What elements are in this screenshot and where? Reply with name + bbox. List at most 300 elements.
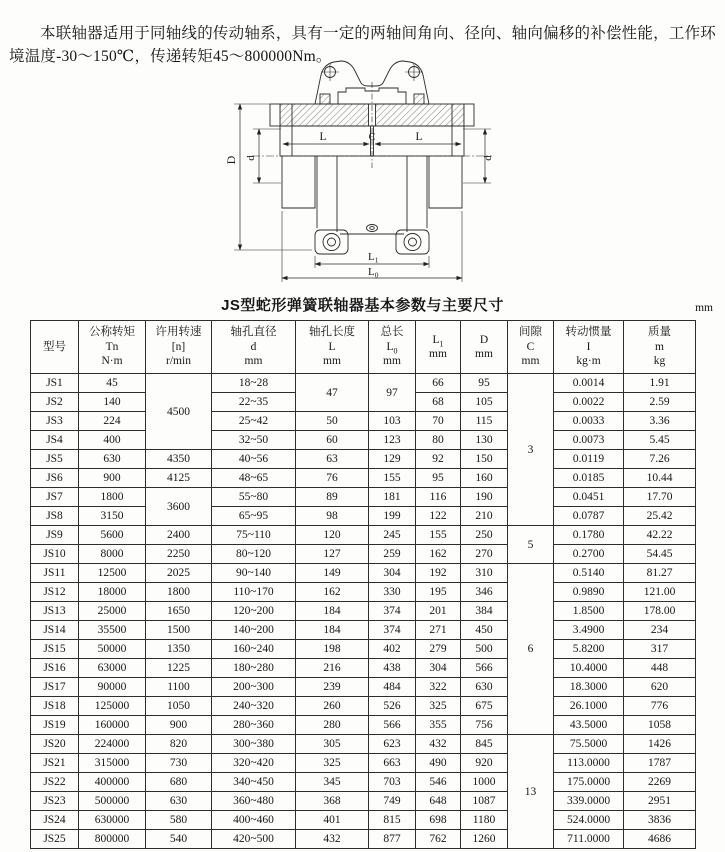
table-cell: JS7 [31, 488, 79, 507]
table-cell: 70 [416, 412, 461, 431]
table-cell: 120 [296, 526, 369, 545]
table-cell: 10.44 [624, 469, 696, 488]
table-cell: 500 [461, 640, 508, 659]
table-cell: 3 [508, 374, 554, 526]
table-cell: 121.00 [624, 583, 696, 602]
table-cell: 1800 [79, 488, 146, 507]
table-cell: 76 [296, 469, 369, 488]
table-row [31, 564, 696, 583]
table-cell: 300~380 [212, 735, 296, 754]
table-cell: 3836 [624, 811, 696, 830]
table-cell: 18~28 [212, 374, 296, 393]
table-cell: 675 [461, 697, 508, 716]
table-cell: 648 [416, 792, 461, 811]
table-row [31, 716, 696, 735]
table-cell: 0.0073 [554, 431, 624, 450]
table-cell: JS12 [31, 583, 79, 602]
table-cell: 127 [296, 545, 369, 564]
table-row [31, 469, 696, 488]
table-cell: 546 [416, 773, 461, 792]
table-row [31, 450, 696, 469]
table-cell: 2250 [146, 545, 212, 564]
table-cell: 630 [461, 678, 508, 697]
table-cell: JS23 [31, 792, 79, 811]
right-hub [429, 156, 462, 208]
table-cell: 374 [369, 602, 416, 621]
table-cell: 762 [416, 830, 461, 849]
table-cell: 66 [416, 374, 461, 393]
table-cell: 0.2700 [554, 545, 624, 564]
table-cell: 3600 [146, 488, 212, 526]
table-cell: 175.0000 [554, 773, 624, 792]
table-cell: 26.1000 [554, 697, 624, 716]
table-cell: 0.0451 [554, 488, 624, 507]
table-cell: 345 [296, 773, 369, 792]
table-cell: 130 [461, 431, 508, 450]
table-cell: 150 [461, 450, 508, 469]
table-cell: JS17 [31, 678, 79, 697]
table-cell: 13 [508, 735, 554, 849]
col-header-total-length: 总长 $L_0$ mm [369, 321, 416, 374]
table-cell: 90~140 [212, 564, 296, 583]
table-cell: 280~360 [212, 716, 296, 735]
table-cell: 129 [369, 450, 416, 469]
table-row [31, 488, 696, 507]
table-cell: 524.0000 [554, 811, 624, 830]
table-cell: 40~56 [212, 450, 296, 469]
table-cell: 820 [146, 735, 212, 754]
table-cell: 180~280 [212, 659, 296, 678]
table-row [31, 412, 696, 431]
table-cell: 6 [508, 564, 554, 735]
foot-bolt-right [404, 234, 421, 251]
table-unit-note: mm [695, 302, 713, 314]
table-cell: 400000 [79, 773, 146, 792]
table-cell: 123 [369, 431, 416, 450]
table-cell: 305 [296, 735, 369, 754]
table-cell: 2025 [146, 564, 212, 583]
table-cell: 0.0033 [554, 412, 624, 431]
table-cell: 68 [416, 393, 461, 412]
table-cell: JS14 [31, 621, 79, 640]
table-cell: 500000 [79, 792, 146, 811]
table-cell: 80~120 [212, 545, 296, 564]
table-cell: JS18 [31, 697, 79, 716]
table-cell: 540 [146, 830, 212, 849]
table-cell: 815 [369, 811, 416, 830]
table-cell: 304 [369, 564, 416, 583]
table-cell: 3150 [79, 507, 146, 526]
table-cell: 330 [369, 583, 416, 602]
bolt-nut-right [414, 94, 424, 104]
table-cell: 400~460 [212, 811, 296, 830]
table-cell: 1260 [461, 830, 508, 849]
table-cell: 1426 [624, 735, 696, 754]
table-cell: 25000 [79, 602, 146, 621]
dim-label-d-right: d [482, 155, 494, 161]
table-cell: 1500 [146, 621, 212, 640]
dim-label-d-left: d [245, 155, 257, 161]
table-cell: 432 [416, 735, 461, 754]
coupling-diagram [222, 56, 522, 284]
table-cell: 155 [369, 469, 416, 488]
table-cell: 580 [146, 811, 212, 830]
table-cell: 259 [369, 545, 416, 564]
table-cell: 103 [369, 412, 416, 431]
table-cell: JS6 [31, 469, 79, 488]
table-cell: 749 [369, 792, 416, 811]
table-cell: 7.26 [624, 450, 696, 469]
table-cell: JS8 [31, 507, 79, 526]
table-cell: 12500 [79, 564, 146, 583]
dim-label-C: C [368, 132, 376, 143]
table-cell: 201 [416, 602, 461, 621]
table-cell: JS9 [31, 526, 79, 545]
table-row [31, 678, 696, 697]
table-cell: 210 [461, 507, 508, 526]
table-cell: 125000 [79, 697, 146, 716]
table-cell: 1100 [146, 678, 212, 697]
col-header-inertia: 转动惯量 I kg·m [554, 321, 624, 374]
table-cell: 0.0022 [554, 393, 624, 412]
table-cell: 900 [79, 469, 146, 488]
table-cell: 346 [461, 583, 508, 602]
table-cell: 630 [146, 792, 212, 811]
table-cell: 42.22 [624, 526, 696, 545]
table-cell: 315000 [79, 754, 146, 773]
table-row [31, 735, 696, 754]
table-cell: 630000 [79, 811, 146, 830]
table-cell: JS1 [31, 374, 79, 393]
table-row [31, 792, 696, 811]
col-header-mass: 质量 m kg [624, 321, 696, 374]
table-cell: 32~50 [212, 431, 296, 450]
table-cell: JS15 [31, 640, 79, 659]
table-cell: 0.0119 [554, 450, 624, 469]
table-cell: 8000 [79, 545, 146, 564]
table-cell: 0.9890 [554, 583, 624, 602]
table-cell: 115 [461, 412, 508, 431]
table-cell: 620 [624, 678, 696, 697]
table-cell: 271 [416, 621, 461, 640]
table-cell: 160000 [79, 716, 146, 735]
table-cell: 18.3000 [554, 678, 624, 697]
table-cell: 1058 [624, 716, 696, 735]
table-row [31, 602, 696, 621]
table-cell: 63 [296, 450, 369, 469]
table-cell: 360~480 [212, 792, 296, 811]
table-row [31, 830, 696, 849]
dim-label-L-right: L [415, 131, 423, 143]
table-row [31, 640, 696, 659]
table-cell: 384 [461, 602, 508, 621]
dim-label-L-left: L [319, 131, 327, 143]
table-cell: JS4 [31, 431, 79, 450]
table-row [31, 773, 696, 792]
table-cell: 98 [296, 507, 369, 526]
table-cell: 450 [461, 621, 508, 640]
table-cell: 0.0787 [554, 507, 624, 526]
table-cell: JS21 [31, 754, 79, 773]
table-cell: 45 [79, 374, 146, 393]
table-cell: 55~80 [212, 488, 296, 507]
table-cell: 0.0014 [554, 374, 624, 393]
table-cell: 120~200 [212, 602, 296, 621]
table-cell: 234 [624, 621, 696, 640]
table-row [31, 507, 696, 526]
table-cell: 92 [416, 450, 461, 469]
table-cell: 81.27 [624, 564, 696, 583]
table-cell: 216 [296, 659, 369, 678]
table-cell: 920 [461, 754, 508, 773]
table-cell: 1087 [461, 792, 508, 811]
table-cell: 776 [624, 697, 696, 716]
table-cell: 1800 [146, 583, 212, 602]
table-cell: 900 [146, 716, 212, 735]
foot-bolt-left [323, 234, 340, 251]
table-cell: 224000 [79, 735, 146, 754]
table-cell: 711.0000 [554, 830, 624, 849]
table-cell: 63000 [79, 659, 146, 678]
table-cell: 140~200 [212, 621, 296, 640]
table-cell: 160 [461, 469, 508, 488]
table-cell: 845 [461, 735, 508, 754]
table-cell: 280 [296, 716, 369, 735]
table-cell: 325 [296, 754, 369, 773]
table-cell: 10.4000 [554, 659, 624, 678]
table-cell: 60 [296, 431, 369, 450]
table-cell: 2951 [624, 792, 696, 811]
table-cell: 260 [296, 697, 369, 716]
table-row [31, 811, 696, 830]
table-cell: 110~170 [212, 583, 296, 602]
table-cell: 75~110 [212, 526, 296, 545]
table-cell: 402 [369, 640, 416, 659]
table-cell: 401 [296, 811, 369, 830]
table-row [31, 526, 696, 545]
table-cell: 526 [369, 697, 416, 716]
table-cell: 484 [369, 678, 416, 697]
table-title: JS型蛇形弹簧联轴器基本参数与主要尺寸 [221, 297, 504, 314]
table-cell: JS25 [31, 830, 79, 849]
table-cell: 192 [416, 564, 461, 583]
table-cell: JS2 [31, 393, 79, 412]
col-header-l1: $L_1$ mm [416, 321, 461, 374]
table-cell: 400 [79, 431, 146, 450]
table-cell: 1180 [461, 811, 508, 830]
table-cell: 116 [416, 488, 461, 507]
table-body [31, 374, 696, 849]
table-cell: 95 [416, 469, 461, 488]
table-cell: 432 [296, 830, 369, 849]
table-cell: 1050 [146, 697, 212, 716]
table-cell: 65~95 [212, 507, 296, 526]
table-cell: 270 [461, 545, 508, 564]
table-row [31, 431, 696, 450]
table-cell: 680 [146, 773, 212, 792]
drain-plug [367, 225, 378, 232]
table-cell: JS22 [31, 773, 79, 792]
table-cell: 5.45 [624, 431, 696, 450]
table-cell: 105 [461, 393, 508, 412]
table-cell: 250 [461, 526, 508, 545]
table-cell: 340~450 [212, 773, 296, 792]
table-cell: 420~500 [212, 830, 296, 849]
col-header-torque: 公称转矩 Tn N·m [79, 321, 146, 374]
table-cell: 4500 [146, 374, 212, 450]
table-cell: 4125 [146, 469, 212, 488]
table-row [31, 754, 696, 773]
col-header-bore-length: 轴孔长度 L mm [296, 321, 369, 374]
table-cell: 18000 [79, 583, 146, 602]
table-cell: 800000 [79, 830, 146, 849]
table-cell: JS10 [31, 545, 79, 564]
table-cell: 0.5140 [554, 564, 624, 583]
table-cell: 877 [369, 830, 416, 849]
table-cell: 17.70 [624, 488, 696, 507]
table-cell: 566 [461, 659, 508, 678]
table-cell: 3.4900 [554, 621, 624, 640]
table-cell: 317 [624, 640, 696, 659]
table-cell: 4686 [624, 830, 696, 849]
table-cell: JS16 [31, 659, 79, 678]
table-cell: 75.5000 [554, 735, 624, 754]
table-cell: 162 [296, 583, 369, 602]
table-cell: 0.0185 [554, 469, 624, 488]
table-cell: 35500 [79, 621, 146, 640]
table-cell: 245 [369, 526, 416, 545]
table-cell: 48~65 [212, 469, 296, 488]
table-cell: 1.8500 [554, 602, 624, 621]
table-cell: 1787 [624, 754, 696, 773]
table-cell: 1.91 [624, 374, 696, 393]
col-header-model: 型号 [31, 321, 79, 374]
table-cell: 43.5000 [554, 716, 624, 735]
table-cell: 190 [461, 488, 508, 507]
table-cell: 279 [416, 640, 461, 659]
table-cell: 320~420 [212, 754, 296, 773]
table-cell: 5.8200 [554, 640, 624, 659]
table-cell: 178.00 [624, 602, 696, 621]
table-cell: 97 [369, 374, 416, 412]
table-cell: 3.36 [624, 412, 696, 431]
parameters-table [30, 320, 696, 849]
table-cell: 198 [296, 640, 369, 659]
dim-label-L1: $L_1$ [368, 251, 379, 265]
table-cell: 310 [461, 564, 508, 583]
table-cell: 90000 [79, 678, 146, 697]
table-cell: 374 [369, 621, 416, 640]
table-cell: 5600 [79, 526, 146, 545]
table-row [31, 621, 696, 640]
table-cell: 4350 [146, 450, 212, 469]
table-cell: JS19 [31, 716, 79, 735]
table-cell: 730 [146, 754, 212, 773]
left-hub [282, 156, 315, 208]
table-cell: 54.45 [624, 545, 696, 564]
table-cell: 355 [416, 716, 461, 735]
table-cell: JS13 [31, 602, 79, 621]
table-cell: JS11 [31, 564, 79, 583]
table-cell: 1000 [461, 773, 508, 792]
intro-paragraph: 本联轴器适用于同轴线的传动轴系，具有一定的两轴间角向、径向、轴向偏移的补偿性能，工作环境温度-30～150℃，传递转矩45～800000Nm。 [9, 24, 716, 66]
table-cell: 50 [296, 412, 369, 431]
table-cell: 448 [624, 659, 696, 678]
table-cell: 1650 [146, 602, 212, 621]
table-cell: 623 [369, 735, 416, 754]
table-row [31, 659, 696, 678]
coupling-drawing [222, 56, 522, 284]
table-cell: 181 [369, 488, 416, 507]
table-cell: 630 [79, 450, 146, 469]
table-cell: JS3 [31, 412, 79, 431]
table-cell: 368 [296, 792, 369, 811]
table-row [31, 697, 696, 716]
table-cell: JS5 [31, 450, 79, 469]
table-cell: 2400 [146, 526, 212, 545]
dim-label-D: D [224, 155, 238, 165]
table-cell: 200~300 [212, 678, 296, 697]
table-cell: 95 [461, 374, 508, 393]
table-cell: 25.42 [624, 507, 696, 526]
table-cell: 322 [416, 678, 461, 697]
bolt-nut-left [320, 94, 330, 104]
table-cell: 47 [296, 374, 369, 412]
table-cell: 184 [296, 621, 369, 640]
table-row [31, 583, 696, 602]
col-header-bore-diameter: 轴孔直径 d mm [212, 321, 296, 374]
table-cell: 122 [416, 507, 461, 526]
table-cell: 490 [416, 754, 461, 773]
table-cell: 2269 [624, 773, 696, 792]
table-cell: 325 [416, 697, 461, 716]
table-cell: 5 [508, 526, 554, 564]
col-header-gap: 间隙 C mm [508, 321, 554, 374]
table-cell: 113.0000 [554, 754, 624, 773]
col-header-outer-diameter: D mm [461, 321, 508, 374]
table-cell: 155 [416, 526, 461, 545]
header-row [31, 321, 696, 374]
table-cell: 756 [461, 716, 508, 735]
table-cell: 184 [296, 602, 369, 621]
table-cell: 566 [369, 716, 416, 735]
table-cell: 199 [369, 507, 416, 526]
table-cell: 239 [296, 678, 369, 697]
table-cell: 160~240 [212, 640, 296, 659]
table-cell: 304 [416, 659, 461, 678]
table-cell: 0.1780 [554, 526, 624, 545]
dim-label-L0: $L_0$ [368, 266, 379, 280]
table-cell: 224 [79, 412, 146, 431]
table-cell: 140 [79, 393, 146, 412]
table-cell: 663 [369, 754, 416, 773]
table-cell: 339.0000 [554, 792, 624, 811]
table-row [31, 545, 696, 564]
table-cell: 195 [416, 583, 461, 602]
table-cell: 1350 [146, 640, 212, 659]
col-header-speed: 许用转速 [n] r/min [146, 321, 212, 374]
table-row [31, 374, 696, 393]
table-cell: 149 [296, 564, 369, 583]
table-cell: 438 [369, 659, 416, 678]
table-cell: 22~35 [212, 393, 296, 412]
table-cell: JS20 [31, 735, 79, 754]
table-cell: 25~42 [212, 412, 296, 431]
table-cell: 2.59 [624, 393, 696, 412]
table-cell: 1225 [146, 659, 212, 678]
table-cell: 162 [416, 545, 461, 564]
table-cell: 703 [369, 773, 416, 792]
